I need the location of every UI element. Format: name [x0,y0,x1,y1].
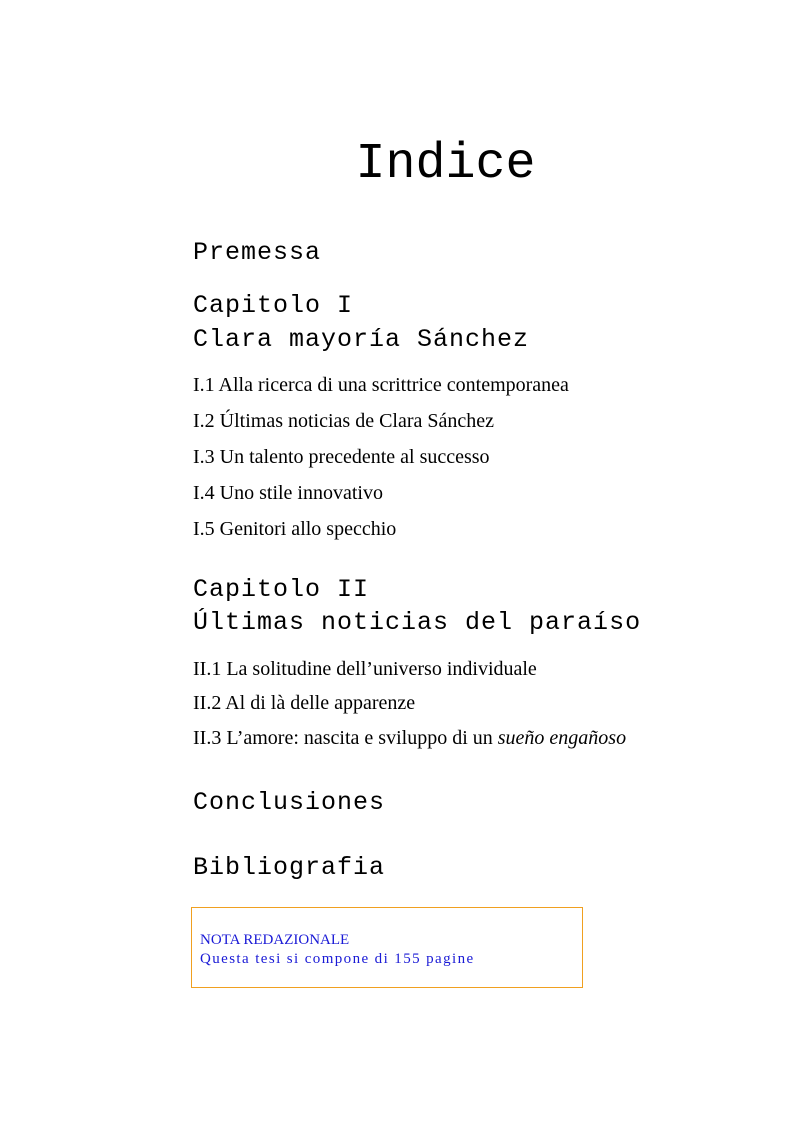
toc-item-2-2: II.2 Al di là delle apparenze [193,692,416,714]
editorial-note-box [191,907,583,988]
toc-item-1-4: I.4 Uno stile innovativo [193,482,383,504]
toc-item-1-3: I.3 Un talento precedente al successo [193,446,490,468]
heading-bibliografia: Bibliografia [193,853,386,882]
heading-capitolo-2-subtitle: Últimas noticias del paraíso [193,608,642,637]
toc-item-1-5: I.5 Genitori allo specchio [193,518,397,540]
heading-premessa: Premessa [193,238,322,267]
toc-item-2-1: II.1 La solitudine dell’universo individuale [193,658,537,680]
heading-capitolo-2: Capitolo II [193,575,370,604]
editorial-note-text: Questa tesi si compone di 155 pagine [200,951,475,967]
heading-capitolo-1-subtitle: Clara mayoría Sánchez [193,325,530,354]
heading-capitolo-1: Capitolo I [193,291,354,320]
toc-item-1-2: I.2 Últimas noticias de Clara Sánchez [193,410,495,432]
toc-item-2-3-italic: sueño engañoso [497,727,627,749]
toc-item-1-1: I.1 Alla ricerca di una scrittrice contemporanea [193,374,569,396]
heading-conclusiones: Conclusiones [193,788,386,817]
page-title: Indice [355,136,536,193]
toc-item-2-3 [193,725,626,751]
toc-item-2-3-text: II.3 L’amore: nascita e sviluppo di un [193,727,498,749]
editorial-note-title: NOTA REDAZIONALE [200,932,350,948]
